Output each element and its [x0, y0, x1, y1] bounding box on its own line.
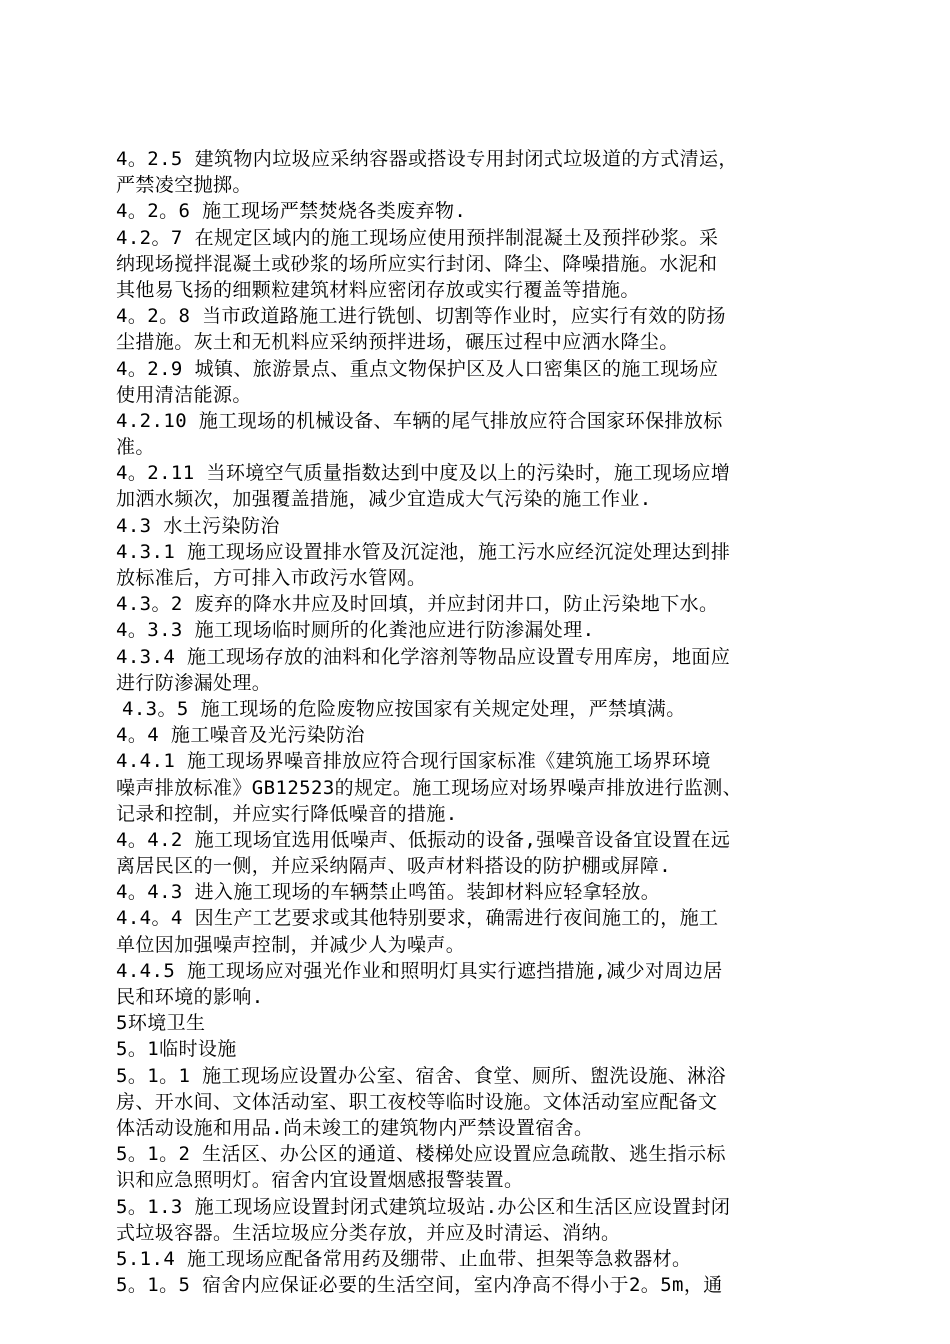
text-line: 4。4.2 施工现场宜选用低噪声、低振动的设备,强噪音设备宜设置在远 [116, 828, 731, 851]
text-line: 4。4.3 进入施工现场的车辆禁止鸣笛。装卸材料应轻拿轻放。 [116, 881, 661, 904]
text-line: 尘措施。灰土和无机料应采纳预拌进场，碾压过程中应洒水降尘。 [116, 331, 679, 354]
text-line: 其他易飞扬的细颗粒建筑材料应密闭存放或实行覆盖等措施。 [116, 278, 640, 301]
text-line: 4.4。4 因生产工艺要求或其他特别要求，确需进行夜间施工的，施工 [116, 907, 719, 930]
text-line: 4。3.3 施工现场临时厕所的化粪池应进行防渗漏处理. [116, 619, 595, 642]
text-line: 使用清洁能源。 [116, 383, 252, 406]
text-line: 进行防渗漏处理。 [116, 671, 272, 694]
text-line: 5。1。2 生活区、办公区的通道、楼梯处应设置应急疏散、逃生指示标 [116, 1143, 726, 1166]
section-heading: 4。4 施工噪音及光污染防治 [116, 724, 365, 747]
text-line: 5。1。1 施工现场应设置办公室、宿舍、食堂、厕所、盥洗设施、淋浴 [116, 1064, 726, 1087]
text-line: 识和应急照明灯。宿舍内宜设置烟感报警装置。 [116, 1169, 524, 1192]
text-line: 记录和控制，并应实行降低噪音的措施. [116, 802, 458, 825]
text-line: 4.2。7 在规定区域内的施工现场应使用预拌制混凝土及预拌砂浆。采 [116, 226, 719, 249]
text-line: 单位因加强噪声控制，并减少人为噪声。 [116, 933, 466, 956]
text-line: 5。1.3 施工现场应设置封闭式建筑垃圾站.办公区和生活区应设置封闭 [116, 1195, 731, 1218]
text-line: 4。2.9 城镇、旅游景点、重点文物保护区及人口密集区的施工现场应 [116, 357, 719, 380]
text-line: 4.3。2 废弃的降水井应及时回填，并应封闭井口，防止污染地下水。 [116, 593, 719, 616]
text-line: 5。1。5 宿舍内应保证必要的生活空间，室内净高不得小于2。5m，通 [116, 1274, 723, 1297]
text-line: 4。2.5 建筑物内垃圾应采纳容器或搭设专用封闭式垃圾道的方式清运， [116, 148, 738, 170]
section-heading: 4.3 水土污染防治 [116, 514, 280, 537]
text-line: 4。2。6 施工现场严禁焚烧各类废弃物. [116, 200, 467, 223]
text-line: 4。2。8 当市政道路施工进行铣刨、切割等作业时，应实行有效的防扬 [116, 305, 726, 328]
section-heading: 5。1临时设施 [116, 1038, 237, 1061]
text-line: 离居民区的一侧，并应采纳隔声、吸声材料搭设的防护棚或屏障. [116, 855, 672, 878]
text-line: 体活动设施和用品.尚未竣工的建筑物内严禁设置宿舍。 [116, 1116, 594, 1139]
text-line: 严禁凌空抛掷。 [116, 174, 252, 197]
document-body [116, 146, 876, 1298]
text-line: 放标准后，方可排入市政污水管网。 [116, 567, 427, 589]
text-line: 4.4.5 施工现场应对强光作业和照明灯具实行遮挡措施,减少对周边居 [116, 959, 723, 982]
text-line: 4.3.1 施工现场应设置排水管及沉淀池，施工污水应经沉淀处理达到排 [116, 540, 731, 563]
section-heading: 5环境卫生 [116, 1012, 206, 1035]
text-line: 4.2.10 施工现场的机械设备、车辆的尾气排放应符合国家环保排放标 [116, 409, 723, 432]
text-line: 5.1.4 施工现场应配备常用药及绷带、止血带、担架等急救器材。 [116, 1247, 692, 1270]
text-line: 民和环境的影响. [116, 986, 264, 1008]
text-line: 4.3.4 施工现场存放的油料和化学溶剂等物品应设置专用库房，地面应 [116, 645, 731, 668]
text-line: 4.4.1 施工现场界噪音排放应符合现行国家标准《建筑施工场界环境 [116, 750, 711, 773]
text-line: 加洒水频次，加强覆盖措施，减少宜造成大气污染的施工作业. [116, 488, 652, 511]
text-line: 房、开水间、文体活动室、职工夜校等临时设施。文体活动室应配备文 [116, 1090, 718, 1113]
text-line: 纳现场搅拌混凝土或砂浆的场所应实行封闭、降尘、降噪措施。水泥和 [116, 252, 718, 275]
text-line: 式垃圾容器。生活垃圾应分类存放，并应及时清运、消纳。 [116, 1221, 621, 1244]
text-line: 准。 [116, 436, 155, 459]
text-line: 4。2.11 当环境空气质量指数达到中度及以上的污染时，施工现场应增 [116, 462, 731, 485]
text-line: 噪声排放标准》GB12523的规定。施工现场应对场界噪声排放进行监测、 [116, 776, 743, 799]
text-line: 4.3。5 施工现场的危险废物应按国家有关规定处理，严禁填满。 [122, 697, 686, 720]
